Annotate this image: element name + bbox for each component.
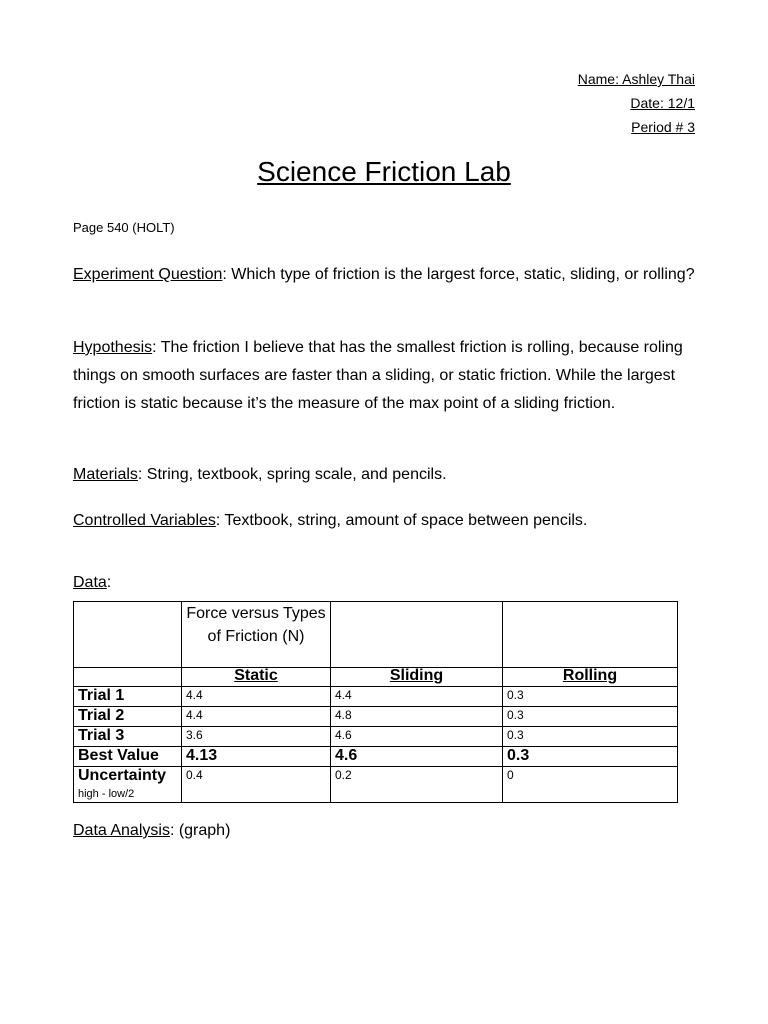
table-cell: 4.6 bbox=[331, 747, 503, 767]
table-corner-cell bbox=[74, 602, 182, 668]
materials-text: : String, textbook, spring scale, and pencils. bbox=[137, 466, 447, 483]
table-row bbox=[74, 747, 678, 767]
data-heading bbox=[73, 569, 703, 597]
table-cell: 0.2 bbox=[331, 767, 503, 803]
experiment-question-label: Experiment Question bbox=[73, 266, 223, 283]
header-block bbox=[578, 67, 695, 139]
row-label: Trial 3 bbox=[74, 727, 182, 747]
experiment-question bbox=[73, 261, 703, 289]
controlled-variables-text: : Textbook, string, amount of space between pencils. bbox=[215, 512, 588, 529]
controlled-variables-label: Controlled Variables bbox=[73, 512, 216, 529]
table-cell: 0.4 bbox=[182, 767, 331, 803]
table-caption-row bbox=[74, 602, 678, 668]
hypothesis-text: : The friction I believe that has the smallest friction is rolling, because roling things on smooth surfaces are faster than a sliding, or static friction. While the largest friction is static because it’s the measure of the max point of a sliding friction. bbox=[73, 339, 683, 412]
table-row bbox=[74, 767, 678, 803]
data-heading-text: : bbox=[106, 574, 112, 591]
table-cell: 4.4 bbox=[331, 687, 503, 707]
student-name: Name: Ashley Thai bbox=[577, 71, 695, 87]
row-label: Best Value bbox=[74, 747, 182, 767]
row-sublabel: high - low/2 bbox=[78, 788, 135, 800]
column-header-static: Static bbox=[182, 668, 331, 687]
table-cell: 4.4 bbox=[182, 687, 331, 707]
date: Date: 12/1 bbox=[630, 95, 695, 111]
column-header-rolling: Rolling bbox=[503, 668, 678, 687]
row-label bbox=[74, 767, 182, 803]
table-cell: 0.3 bbox=[503, 747, 678, 767]
table-row bbox=[74, 687, 678, 707]
table-empty-cell bbox=[503, 602, 678, 668]
table-caption: Force versus Types of Friction (N) bbox=[182, 602, 331, 668]
table-cell: 0 bbox=[503, 767, 678, 803]
hypothesis bbox=[73, 334, 703, 418]
table-cell: 0.3 bbox=[503, 707, 678, 727]
table-cell: 4.4 bbox=[182, 707, 331, 727]
data-analysis bbox=[73, 817, 703, 845]
data-table bbox=[73, 601, 678, 803]
table-row bbox=[74, 707, 678, 727]
period: Period # 3 bbox=[631, 119, 695, 135]
hypothesis-label: Hypothesis bbox=[73, 339, 153, 356]
table-cell: 0.3 bbox=[503, 727, 678, 747]
table-header-empty bbox=[74, 668, 182, 687]
table-empty-cell bbox=[331, 602, 503, 668]
data-analysis-label: Data Analysis bbox=[73, 822, 170, 839]
row-label-text: Uncertainty bbox=[78, 767, 167, 784]
table-cell: 0.3 bbox=[503, 687, 678, 707]
experiment-question-text: : Which type of friction is the largest force, static, sliding, or rolling? bbox=[222, 266, 695, 283]
source-reference: Page 540 (HOLT) bbox=[73, 220, 175, 235]
page-title: Science Friction Lab bbox=[257, 156, 511, 187]
table-cell: 4.13 bbox=[182, 747, 331, 767]
table-cell: 4.8 bbox=[331, 707, 503, 727]
column-header-sliding: Sliding bbox=[331, 668, 503, 687]
table-header-row bbox=[74, 668, 678, 687]
row-label: Trial 1 bbox=[74, 687, 182, 707]
controlled-variables bbox=[73, 507, 703, 535]
table-cell: 4.6 bbox=[331, 727, 503, 747]
table-row bbox=[74, 727, 678, 747]
row-label: Trial 2 bbox=[74, 707, 182, 727]
materials-label: Materials bbox=[73, 466, 138, 483]
data-analysis-text: : (graph) bbox=[169, 822, 231, 839]
materials bbox=[73, 461, 703, 489]
table-cell: 3.6 bbox=[182, 727, 331, 747]
data-heading-label: Data bbox=[73, 574, 107, 591]
